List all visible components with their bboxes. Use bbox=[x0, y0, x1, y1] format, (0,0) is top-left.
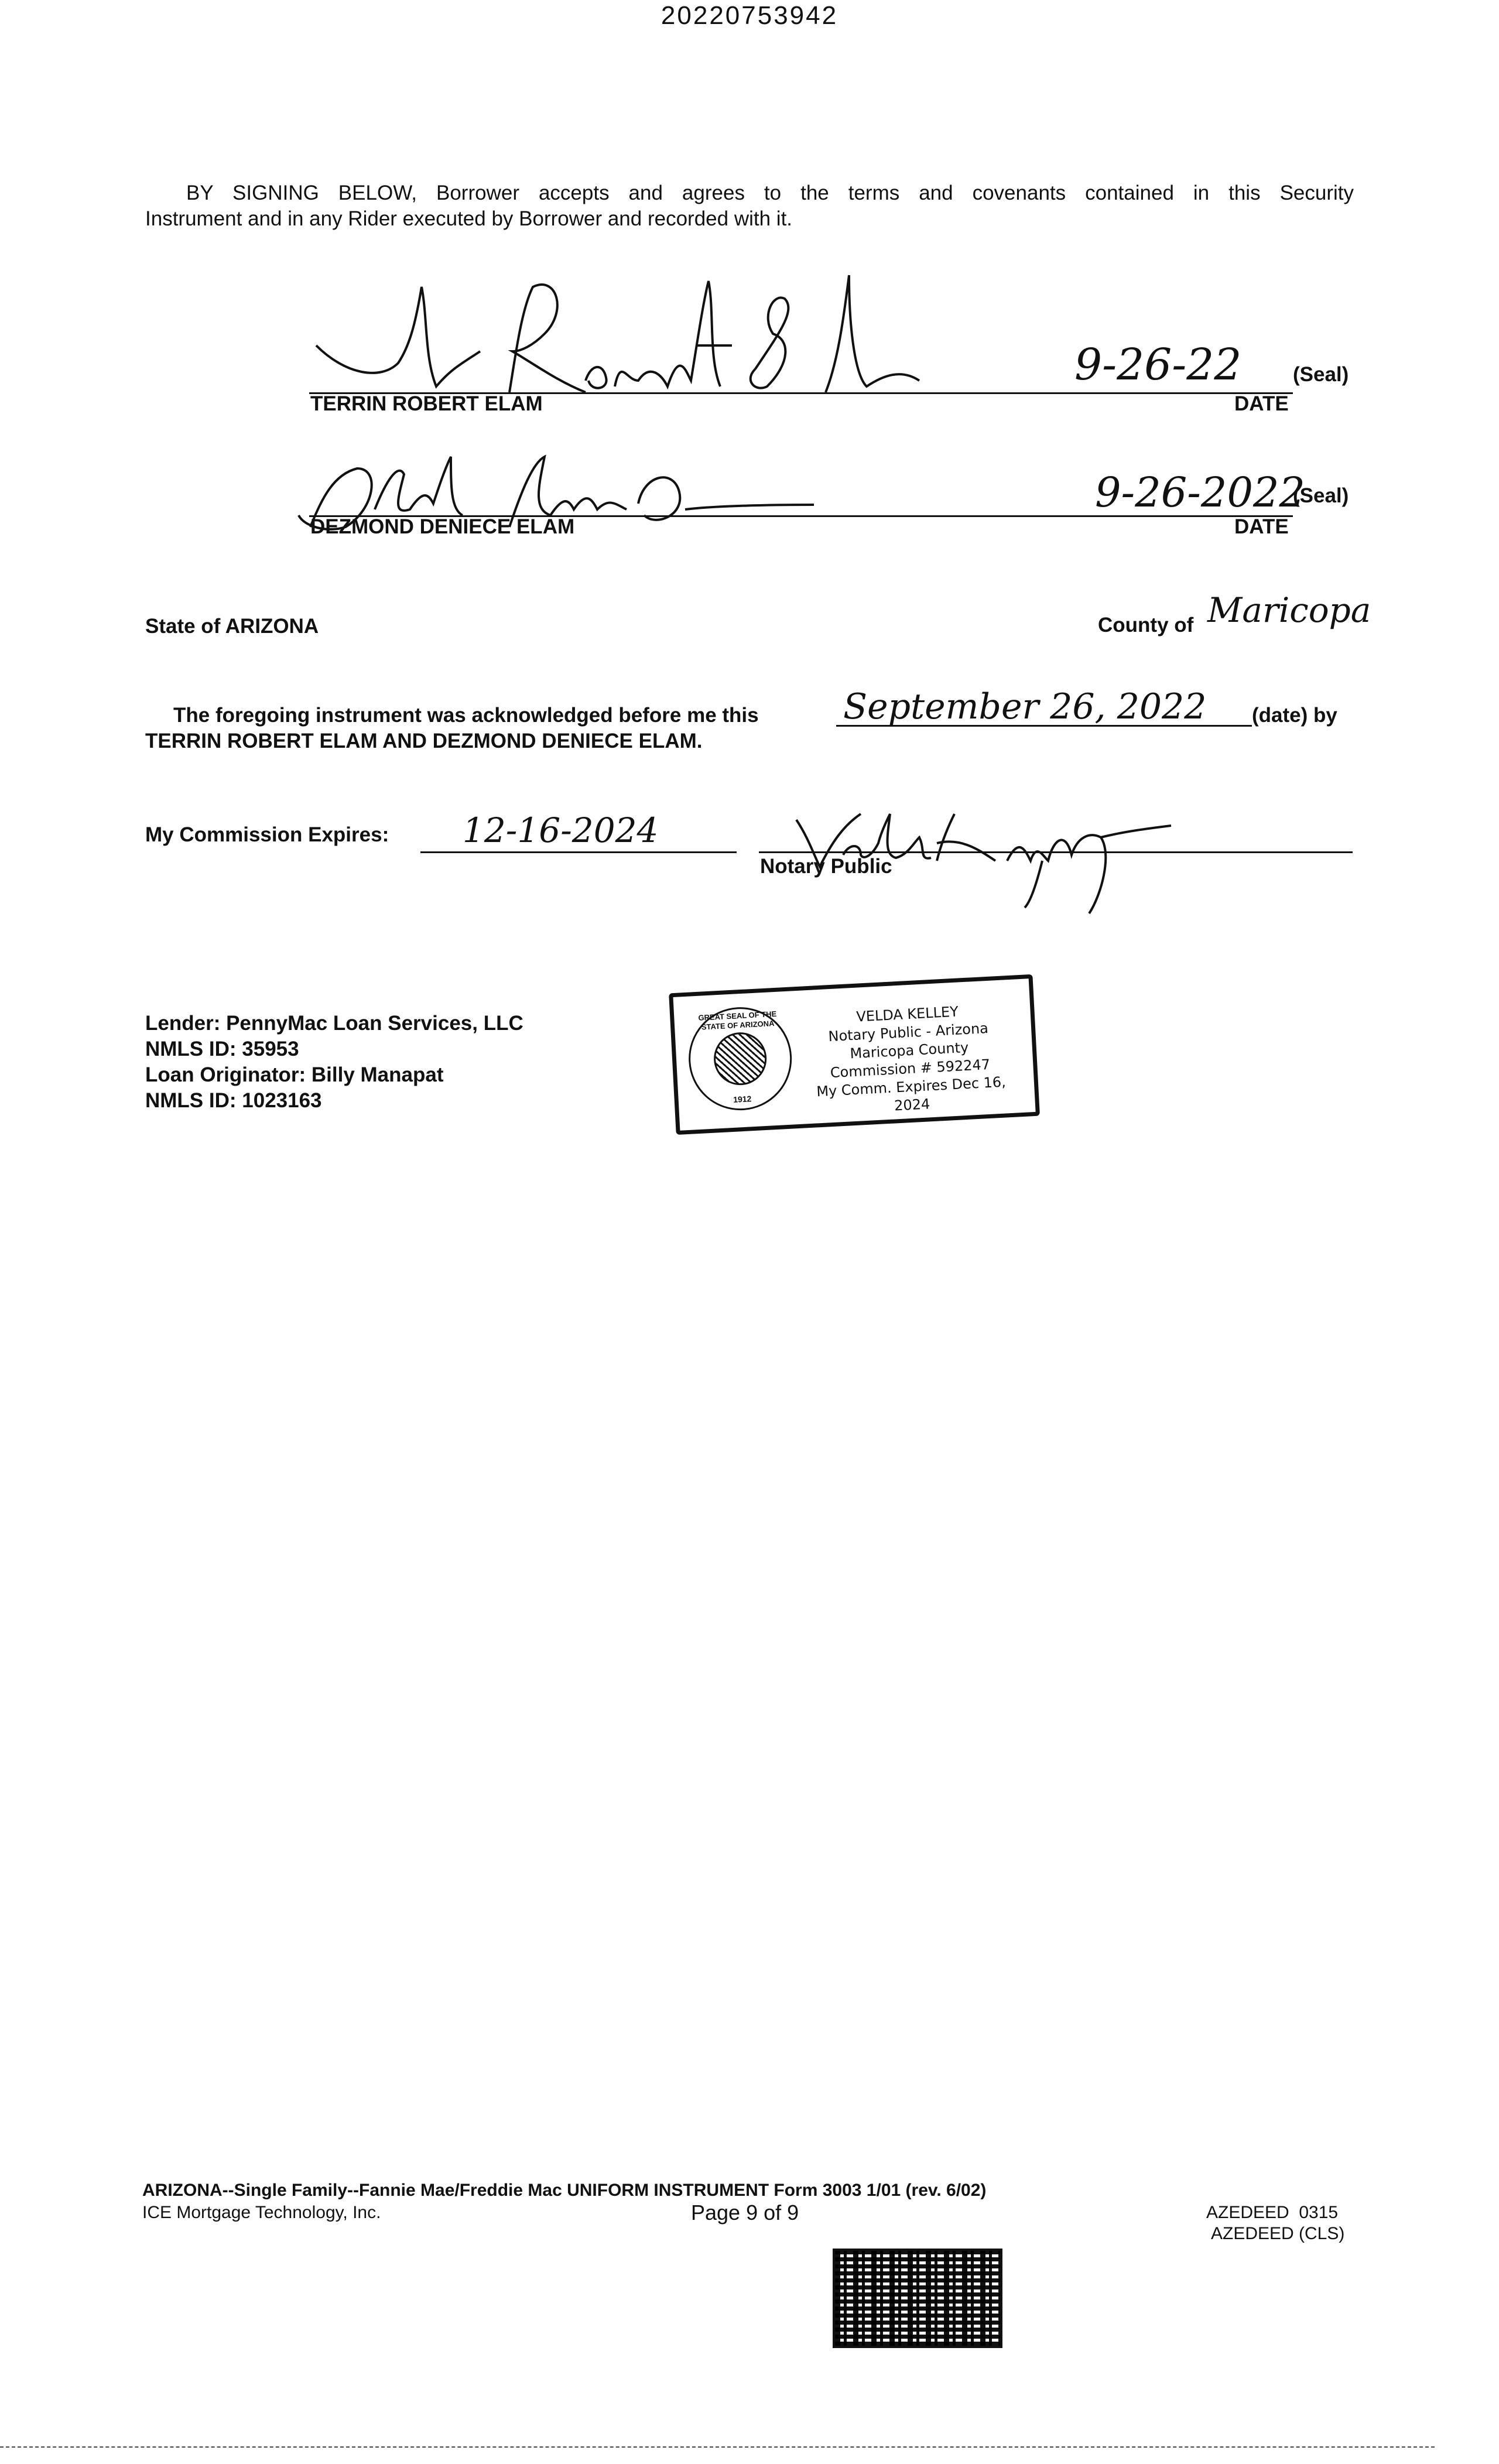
stamp-seal-text: GREAT SEAL OF THE STATE OF ARIZONA bbox=[698, 1009, 777, 1032]
intro-line-2: Instrument and in any Rider executed by Borrower and recorded with it. bbox=[145, 207, 793, 230]
stamp-notary-name: VELDA KELLEY bbox=[855, 1003, 959, 1025]
footer-form-line: ARIZONA--Single Family--Fannie Mae/Freddie Mac UNIFORM INSTRUMENT Form 3003 1/01 (rev. 6/02) bbox=[142, 2181, 987, 2200]
signer-1-date-handwritten: 9-26-22 bbox=[1074, 340, 1242, 390]
lender-line-2: NMLS ID: 35953 bbox=[145, 1038, 299, 1060]
lender-line-4: NMLS ID: 1023163 bbox=[145, 1089, 322, 1112]
signer-2-date-handwritten: 9-26-2022 bbox=[1095, 468, 1306, 516]
notary-stamp bbox=[669, 974, 1039, 1134]
acknowledgment-suffix: (date) by bbox=[1252, 704, 1337, 727]
document-number: 20220753942 bbox=[660, 1, 839, 30]
intro-line-1: BY SIGNING BELOW, Borrower accepts and agrees to the terms and covenants contained in this Security bbox=[186, 182, 1354, 204]
stamp-seal-inner bbox=[713, 1031, 768, 1087]
stamp-seal bbox=[686, 1005, 795, 1113]
signer-1-name: TERRIN ROBERT ELAM bbox=[310, 392, 543, 415]
stamp-text bbox=[793, 1000, 1026, 1120]
barcode bbox=[833, 2249, 1002, 2348]
signer-1-seal: (Seal) bbox=[1293, 363, 1349, 386]
bottom-scan-line bbox=[0, 2446, 1435, 2448]
stamp-line-2: Notary Public - Arizona bbox=[827, 1019, 989, 1045]
signer-2-name: DEZMOND DENIECE ELAM bbox=[310, 515, 575, 538]
stamp-line-4: Commission # 592247 bbox=[830, 1056, 991, 1082]
acknowledgment-date-handwritten: September 26, 2022 bbox=[843, 686, 1207, 727]
acknowledgment-names: TERRIN ROBERT ELAM AND DEZMOND DENIECE ELAM. bbox=[145, 730, 703, 752]
stamp-line-5: My Comm. Expires Dec 16, 2024 bbox=[816, 1073, 1007, 1114]
stamp-seal-year: 1912 bbox=[733, 1094, 752, 1104]
county-handwritten: Maricopa bbox=[1207, 590, 1371, 630]
lender-line-1: Lender: PennyMac Loan Services, LLC bbox=[145, 1012, 523, 1035]
signer-1-date-label: DATE bbox=[1234, 392, 1289, 415]
footer-code-2: AZEDEED (CLS) bbox=[1211, 2224, 1345, 2243]
signer-2-seal: (Seal) bbox=[1293, 484, 1349, 507]
state-label: State of ARIZONA bbox=[145, 615, 319, 638]
commission-label: My Commission Expires: bbox=[145, 823, 389, 846]
footer-code-1: AZEDEED 0315 bbox=[1206, 2203, 1339, 2222]
footer-company: ICE Mortgage Technology, Inc. bbox=[142, 2203, 381, 2222]
lender-line-3: Loan Originator: Billy Manapat bbox=[145, 1063, 444, 1086]
acknowledgment-prefix: The foregoing instrument was acknowledged before me this bbox=[173, 704, 759, 727]
commission-line bbox=[420, 851, 737, 853]
footer-page: Page 9 of 9 bbox=[691, 2201, 799, 2225]
signer-2-date-label: DATE bbox=[1234, 515, 1289, 538]
stamp-line-3: Maricopa County bbox=[849, 1039, 969, 1062]
commission-handwritten: 12-16-2024 bbox=[463, 810, 659, 850]
county-label: County of bbox=[1098, 614, 1194, 636]
notary-label: Notary Public bbox=[760, 855, 892, 878]
